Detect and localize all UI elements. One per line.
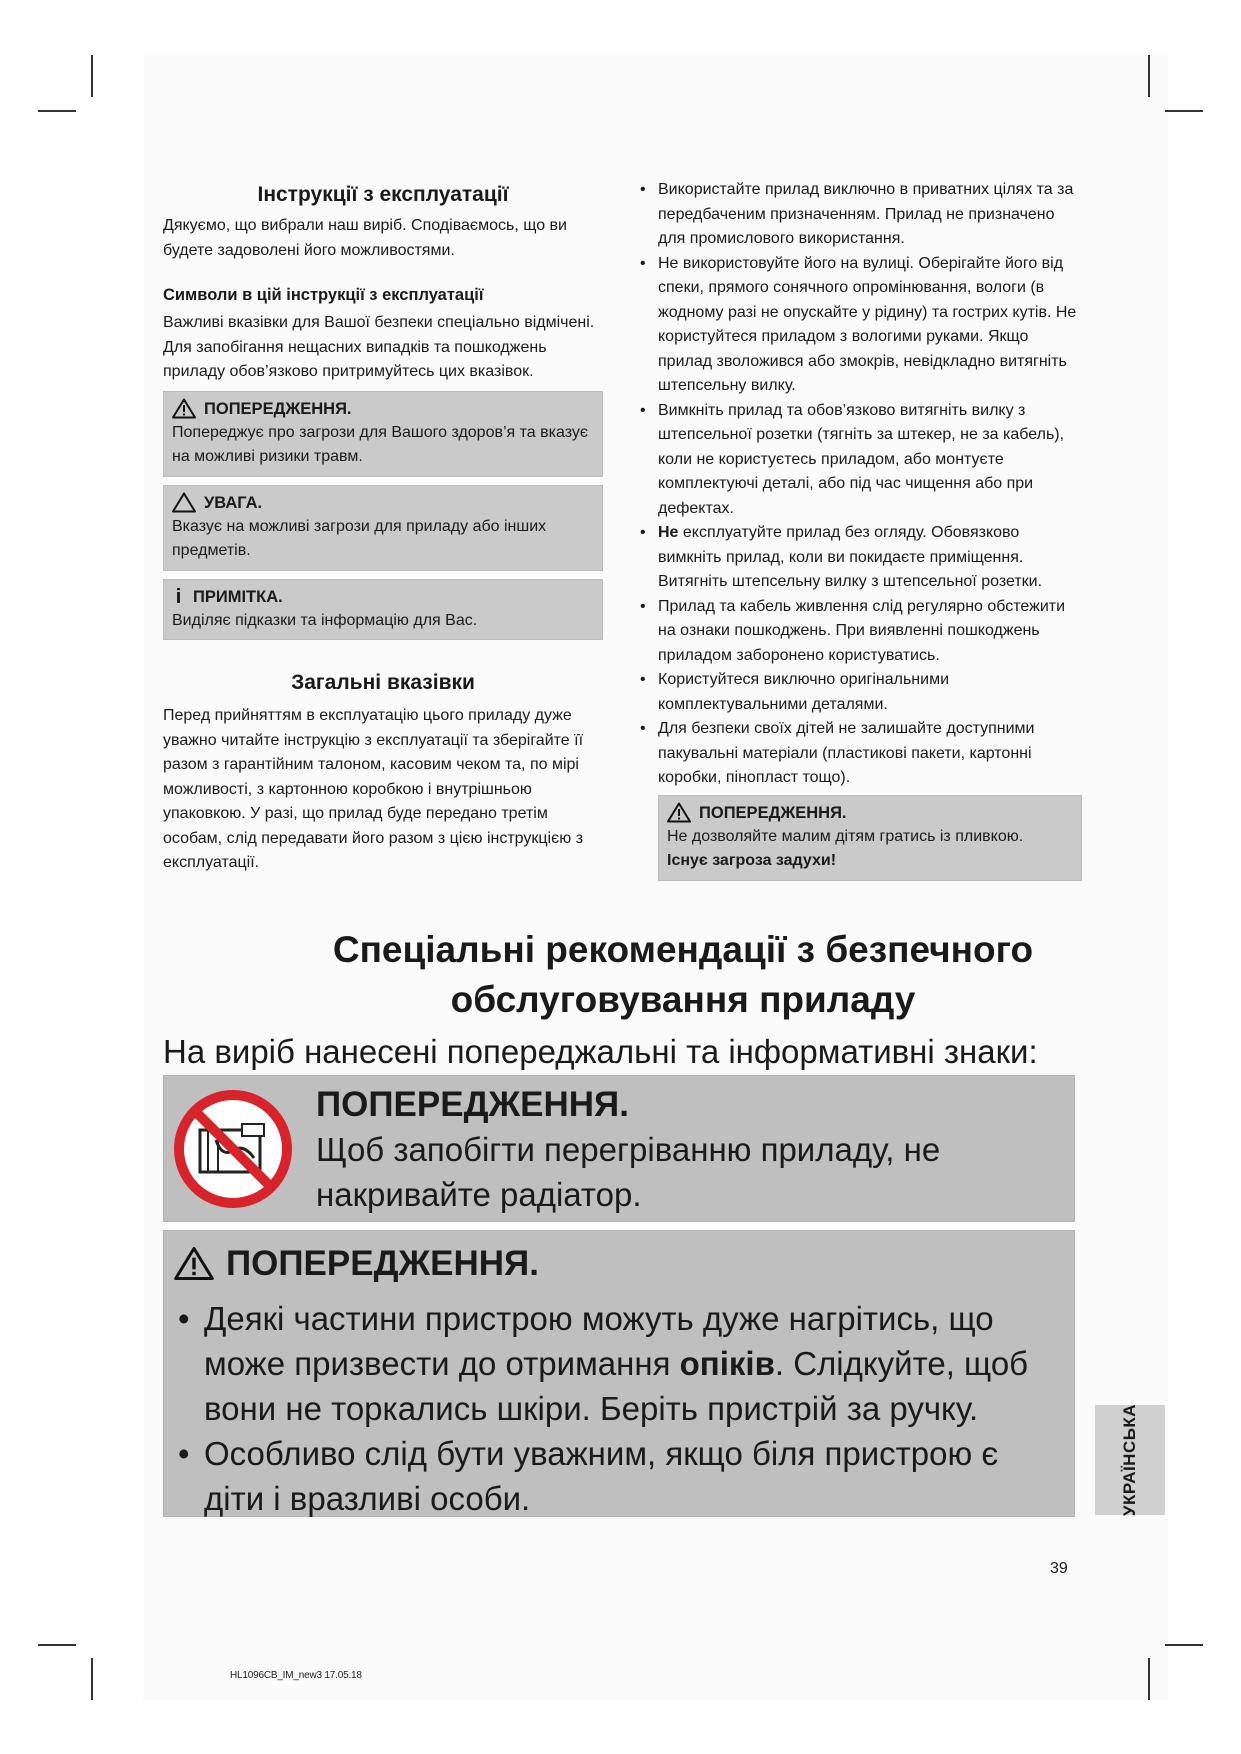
list-item: • Не використовуйте його на вулиці. Оберігайте його від спеки, прямого сонячного опромінювання, вологи (в жодному разі не опускайте у рідину) та гострих кутів. Не користуйтеся приладом з вологими руками. Якщо прилад зволожився або змокрів, невідкладно витягніть штепсельну вилку.: [638, 252, 1082, 399]
special-title-line1: Спеціальні рекомендації з безпечного: [332, 929, 1034, 970]
symbols-text: Важливі вказівки для Вашої безпеки спеціально відмічені. Для запобігання нещасних випадків та пошкоджень приладу обов’язково притримуйтесь цих вказівок.: [163, 314, 595, 380]
language-tab: [1095, 1405, 1165, 1515]
suffocation-warning: Існує загроза задухи!: [667, 852, 837, 869]
list-item: • Прилад та кабель живлення слід регулярно обстежити на ознаки пошкоджень. При виявленні пошкоджень приладом заборонено користуватись.: [638, 595, 1082, 669]
list-item: [638, 521, 1082, 595]
list-item: • Вимкніть прилад та обов’язково витягніть вилку з штепсельної розетки (тягніть за штекер, не за кабель), коли не користуєтесь приладом, або монтуєте комплектуючі деталі, або під час чищення або при дефектах.: [638, 399, 1082, 522]
child-warning-box: [658, 795, 1082, 881]
caution-box: [163, 485, 603, 571]
caution-triangle-icon: [172, 492, 196, 513]
crop-mark: [38, 1644, 76, 1646]
special-title-line2: обслуговування приладу: [450, 979, 916, 1020]
page-number: 39: [1050, 1560, 1068, 1577]
burn-warning-box: [163, 1230, 1075, 1517]
overheating-warning-text: Щоб запобігти перегріванню приладу, не накривайте радіатор.: [316, 1131, 941, 1213]
list-item: • Використайте прилад виключно в приватних цілях та за передбаченим призначенням. Прилад не призначено для промислового використання.: [638, 178, 1082, 252]
burn-warning-list: [174, 1296, 1064, 1521]
left-column: [163, 180, 603, 876]
crop-mark: [1165, 1644, 1203, 1646]
caution-title: УВАГА.: [204, 493, 263, 512]
list-item-text: . Слідкуйте, щоб вони не торкались шкіри. Беріть пристрій за ручку.: [204, 1345, 1029, 1427]
overheating-warning-title: ПОПЕРЕДЖЕННЯ.: [316, 1085, 629, 1124]
child-warning-text: Не дозволяйте малим дітям гратись із пливкою.: [667, 827, 1024, 845]
overheating-warning-box: [163, 1075, 1075, 1222]
caution-text: Вказує на можливі загрози для приладу або інших предметів.: [172, 517, 547, 559]
list-item-text: експлуатуйте прилад без огляду. Обовязково вимкніть прилад, коли ви покидаєте приміщення. Витягніть штепсельну вилку з штепсельної розетки.: [658, 524, 1043, 590]
note-text: Виділяє підказки та інформацію для Вас.: [172, 611, 478, 629]
list-item-text: Деякі частини пристрою можуть дуже нагрітись, що може призвести до отримання: [204, 1300, 994, 1382]
print-footer: HL1096CB_IM_new3 17.05.18: [230, 1670, 362, 1681]
do-not-cover-icon: [172, 1088, 294, 1210]
crop-mark: [38, 110, 76, 112]
info-icon: i: [175, 585, 182, 608]
special-title: [143, 925, 1223, 1025]
bold-burns: опіків: [679, 1345, 775, 1382]
warning-box: [163, 391, 603, 477]
language-tab-label: УКРАЇНСЬКА: [1120, 1403, 1139, 1517]
list-item: • Користуйтеся виключно оригінальними комплектувальними деталями.: [638, 668, 1082, 717]
crop-mark: [1148, 55, 1150, 97]
list-item: • Особливо слід бути уважним, якщо біля пристрою є діти і вразливі особи.: [174, 1431, 1064, 1521]
special-intro: На виріб нанесені попереджальні та інформативні знаки:: [163, 1033, 1038, 1070]
note-title: ПРИМІТКА.: [193, 587, 283, 606]
list-item: [174, 1296, 1064, 1431]
warning-text: Попереджує про загрози для Вашого здоров’я та вказує на можливі ризики травм.: [172, 423, 589, 465]
safety-list: [638, 178, 1082, 791]
general-text: Перед прийняттям в експлуатацію цього приладу дуже уважно читайте інструкцію з експлуатації та зберігайте її разом з гарантійним талоном, касовим чеком та, по мірі можливості, з картонною коробкою і внутрішньою упаковкою. У разі, що прилад буде передано третім особам, слід передавати його разом з цією інструкцією з експлуатації.: [163, 707, 584, 871]
bold-not: Не: [658, 524, 679, 541]
warning-triangle-icon: [172, 398, 196, 419]
burn-warning-title: ПОПЕРЕДЖЕННЯ.: [226, 1244, 539, 1283]
crop-mark: [1165, 110, 1203, 112]
symbols-heading: Символи в цій інструкції з експлуатації: [163, 286, 484, 304]
warning-title: ПОПЕРЕДЖЕННЯ.: [204, 399, 352, 418]
warning-triangle-icon: [174, 1246, 214, 1281]
crop-mark: [91, 1658, 93, 1700]
general-title: Загальні вказівки: [291, 671, 475, 694]
note-box: [163, 579, 603, 641]
instructions-title: Інструкції з експлуатації: [257, 183, 509, 206]
list-item: • Для безпеки своїх дітей не залишайте доступними пакувальні матеріали (пластикові пакети, картонні коробки, пінопласт тощо).: [638, 717, 1082, 791]
right-column: [638, 178, 1082, 881]
intro-text: Дякуємо, що вибрали наш виріб. Сподіваємось, що ви будете задоволені його можливостями.: [163, 217, 567, 259]
child-warning-title: ПОПЕРЕДЖЕННЯ.: [699, 803, 847, 822]
crop-mark: [1148, 1658, 1150, 1700]
warning-triangle-icon: [667, 802, 691, 823]
crop-mark: [91, 55, 93, 97]
